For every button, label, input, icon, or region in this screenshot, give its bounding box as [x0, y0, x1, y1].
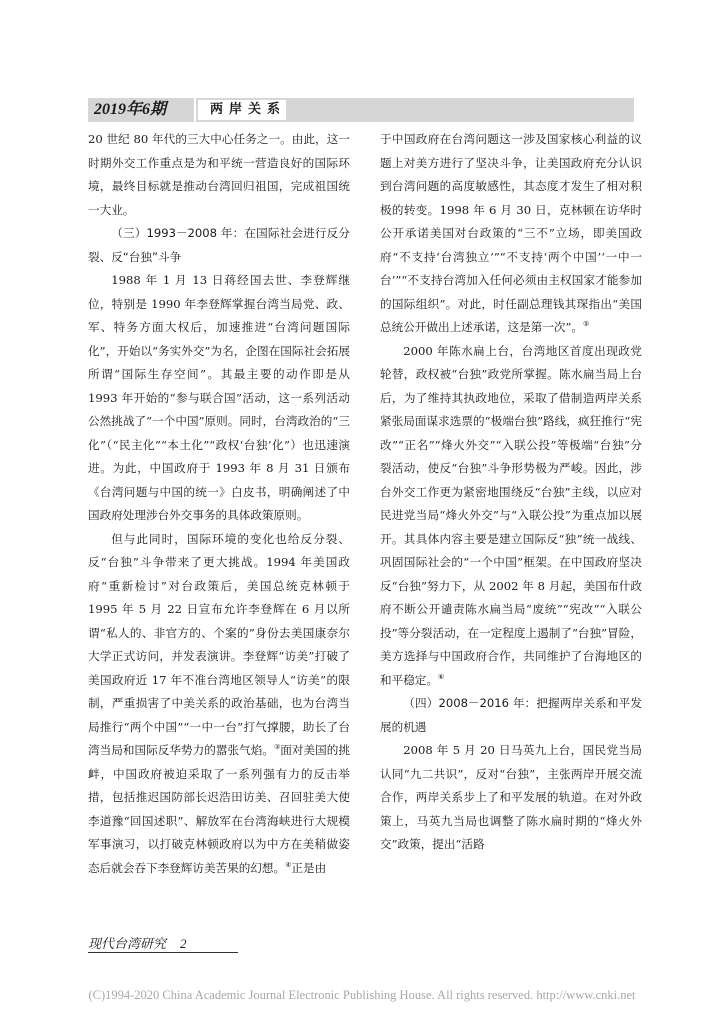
right-column — [380, 128, 642, 857]
page-number: 2 — [180, 936, 187, 951]
footnote-ref: ③ — [273, 743, 281, 752]
section-heading-3: （三）1993－2008 年：在国际社会进行反分裂、反“台独”斗争 — [88, 226, 350, 264]
paragraph — [380, 128, 642, 340]
footer-rule — [88, 952, 238, 953]
paragraph-text: 面对美国的挑衅，中国政府被迫采取了一系列强有力的反击举措，包括推迟国防部长迟浩田访美、召回驻美大使李道豫“回国述职”、解放军在台湾海峡进行大规模军事演习，以打破克林顿政府以为中方在美稍做姿态后就会吞下李登辉访美苦果的幻想。 — [88, 743, 350, 875]
page-footer — [88, 933, 187, 952]
footnote-ref: ④ — [285, 860, 292, 869]
paragraph-text: 正是由 — [291, 860, 327, 875]
footnote-ref: ⑥ — [437, 672, 445, 681]
paragraph-text: 但与此同时，国际环境的变化也给反分裂、反“台独”斗争带来了更大挑战。1994 年美国政府“重新检讨”对台政策后，美国总统克林顿于 1995 年 5 月 22 日宣布允许李登辉在 6 月以所谓“私人的、非官方的、个案的”身份去美国康奈尔大学正式访问，并发表演讲。李登辉“访美”打破了美国政府近 17 年不准台湾地区领导人“访美”的限制，严重损害了中美关系的政治基础，也为台湾当局推行“两个中国”“一中一台”打气撑腰，助长了台湾当局和国际反华势力的嚣张气焰。 — [88, 531, 350, 757]
running-header — [88, 98, 634, 122]
issue-label: 2019年6期 — [88, 98, 196, 122]
left-column — [88, 128, 350, 880]
paragraph-text: 2000 年陈水扁上台，台湾地区首度出现政党轮替，政权被“台独”政党所掌握。陈水扁当局上台后，为了维持其执政地位，采取了借制造两岸关系紧张局面谋求选票的“极端台独”路线，疯狂推行“宪改”“正名”“烽火外交”“入联公投”等极端“台独”分裂活动，使反“台独”斗争形势极为严峻。因此，涉台外交工作更为紧密地围绕反“台独”主线，以应对民进党当局“烽火外交”与“入联公投”为重点加以展开。其具体内容主要是建立国际反“独”统一战线、巩固国际社会的“一个中国”框架。在中国政府坚决反“台独”努力下，从 2002 年 8 月起，美国布什政府不断公开谴责陈水扁当局“废统”“宪改”“入联公投”等分裂活动，在一定程度上遏制了“台独”冒险，美方选择与中国政府合作，共同维护了台海地区的和平稳定。 — [380, 343, 642, 687]
paragraph-text: 于中国政府在台湾问题这一涉及国家核心利益的议题上对美方进行了坚决斗争，让美国政府充分认识到台湾问题的高度敏感性，其态度才发生了相对积极的转变。1998 年 6 月 30 日，克林顿在访华时公开承诺美国对台政策的“三不”立场，即美国政府“不支持‘台湾独立’”“不支持‘两个中国’‘一中一台’”“不支持台湾加入任何必须由主权国家才能参加的国际组织”。对此，时任副总理钱其琛指出“美国总统公开做出上述承诺，这是第一次”。 — [380, 132, 642, 334]
column-name: 两岸关系 — [198, 100, 286, 120]
paragraph — [88, 528, 350, 881]
section-heading-4: （四）2008－2016 年：把握两岸关系和平发展的机遇 — [380, 696, 642, 734]
copyright-watermark: (C)1994-2020 China Academic Journal Electronic Publishing House. All rights reserved. http://www.cnki.net — [88, 988, 636, 1002]
paragraph: 1988 年 1 月 13 日蒋经国去世、李登辉继位，特别是 1990 年李登辉掌握台湾当局党、政、军、特务方面大权后，加速推进“台湾问题国际化”，开始以“务实外交”为名，企图在国际社会拓展所谓“国际生存空间”。其最主要的动作即是从 1993 年开始的“参与联合国”活动，这一系列活动公然挑战了“一个中国”原则。同时，台湾政治的“三化”（“民主化”“本土化”“政权‘台独’化”）也迅速演进。为此，中国政府于 1993 年 8 月 31 日颁布《台湾问题与中国的统一》白皮书，明确阐述了中国政府处理涉台外交事务的具体政策原则。 — [88, 273, 350, 522]
paragraph: 20 世纪 80 年代的三大中心任务之一。由此，这一时期外交工作重点是为和平统一营造良好的国际环境，最终目标就是推动台湾回归祖国，完成祖国统一大业。 — [88, 132, 350, 217]
paragraph: 2008 年 5 月 20 日马英九上台，国民党当局认同“九二共识”，反对“台独”，主张两岸开展交流合作，两岸关系步上了和平发展的轨道。在对外政策上，马英九当局也调整了陈水扁时期的“烽火外交”政策，提出“活路 — [380, 743, 642, 851]
journal-name: 现代台湾研究 — [88, 937, 167, 952]
paragraph — [380, 340, 642, 693]
footnote-ref: ⑤ — [583, 320, 590, 329]
